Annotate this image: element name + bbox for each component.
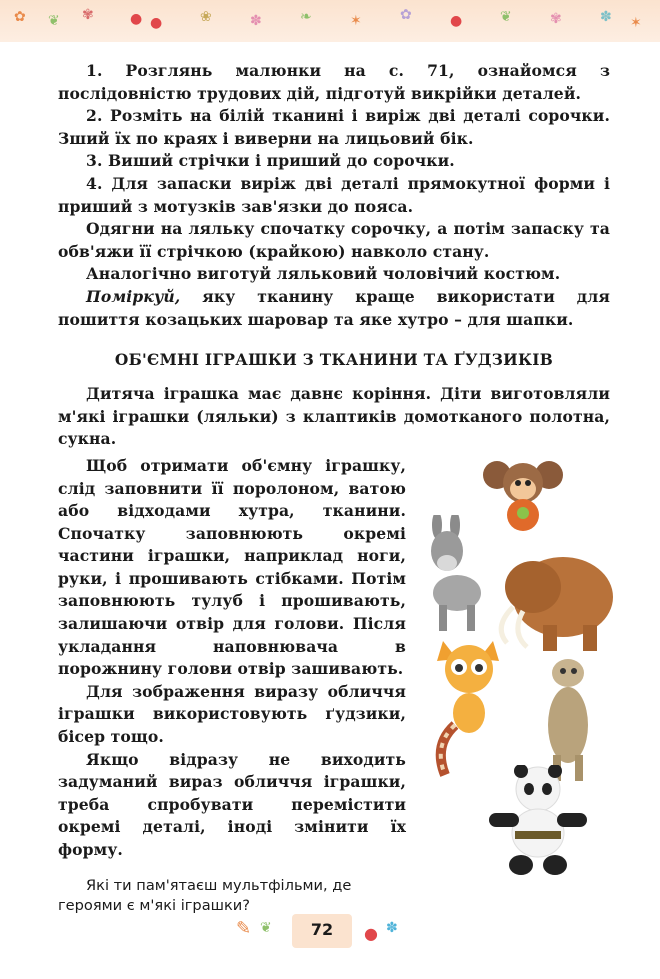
soft-toys-illustration xyxy=(423,455,623,895)
fox-toy-image xyxy=(433,635,513,785)
donkey-toy-image xyxy=(423,515,493,635)
flower-icon: ✽ xyxy=(250,13,262,29)
berry-icon: ● xyxy=(364,924,378,943)
text-and-illustration xyxy=(58,455,610,916)
decorative-header-band xyxy=(0,0,660,42)
adjust-face-text: Якщо відразу не виходить задуманий вираз обличчя іграшки, треба спробувати перемістити окремі деталі, іноді змінити їх форму. xyxy=(58,749,406,859)
page-number-box xyxy=(292,914,352,948)
flower-icon: ✿ xyxy=(14,9,26,25)
instruction-male-costume: Аналогічно виготуй ляльковий чоловічий костюм. xyxy=(86,264,561,284)
page-footer xyxy=(232,900,432,960)
section-title: ОБ'ЄМНІ ІГРАШКИ З ТКАНИНИ ТА ҐУДЗИКІВ xyxy=(114,351,554,370)
page-number: 72 xyxy=(310,920,334,939)
instruction-step-3: 3. Виший стрічки і приший до сорочки. xyxy=(86,151,455,171)
bow-icon: ❀ xyxy=(200,9,212,25)
leaf-icon: ❦ xyxy=(48,13,60,29)
flower-icon: ✽ xyxy=(386,920,398,936)
berry-icon: ● xyxy=(130,11,143,27)
cartoon-question: Які ти пам'ятаєш мультфільми, де героями є м'які іграшки? xyxy=(58,876,352,914)
pencil-icon: ✎ xyxy=(236,918,252,939)
panda-toy-image xyxy=(483,765,593,880)
flower-icon: ✾ xyxy=(550,11,562,27)
flower-icon: ✾ xyxy=(82,7,94,23)
cheburashka-toy-image xyxy=(483,455,563,533)
leaf-icon: ❦ xyxy=(500,9,512,25)
leaf-icon: ❧ xyxy=(300,9,312,25)
berry-icon: ● xyxy=(450,13,463,29)
flower-icon: ✽ xyxy=(600,9,612,25)
instruction-step-1: 1. Розглянь малюнки на с. 71, ознайомся з послідовністю трудових дій, підготуй викрійки деталей. xyxy=(58,61,610,103)
flower-icon: ✿ xyxy=(400,7,412,23)
leaf-icon: ❦ xyxy=(260,920,272,936)
text-column xyxy=(58,455,406,916)
star-icon: ✶ xyxy=(630,15,642,31)
think-prompt-emphasis: Поміркуй, xyxy=(86,286,181,306)
think-prompt-text: яку тканину краще використати для пошиття козацьких шаровар та яке хутро – для шапки. xyxy=(58,286,610,329)
filling-instructions: Щоб отримати об'ємну іграшку, слід заповнити її поролоном, ватою або відходами хутра, тканини. Спочатку заповнюють окремі частини іграшки, наприклад ноги, руки, і прошивають стібками. Потім заповнюють тулуб і прошивають, залишаючи отвір для голови. Після укладання наповнювача в порожнину голови отвір зашивають. xyxy=(58,455,406,679)
instruction-step-4: 4. Для запаски виріж дві деталі прямокутної форми і приший з мотузків зав'язки до пояса. xyxy=(58,173,610,216)
berry-icon: ● xyxy=(150,15,163,31)
section-intro: Дитяча іграшка має давнє коріння. Діти виготовляли м'які іграшки (ляльки) з клаптиків домотканого полотна, сукна. xyxy=(58,384,610,449)
star-icon: ✶ xyxy=(350,13,362,29)
think-prompt xyxy=(58,286,610,331)
face-expression-text: Для зображення виразу обличчя іграшки використовують ґудзики, бісер тощо. xyxy=(58,681,406,747)
instruction-dress-doll: Одягни на ляльку спочатку сорочку, а потім запаску та обв'яжи її стрічкою (крайкою) навколо стану. xyxy=(58,219,610,261)
page-content xyxy=(58,60,610,930)
instruction-step-2: 2. Розміть на білій тканині і виріж дві деталі сорочки. Зший їх по краях і виверни на лицьовий бік. xyxy=(58,106,610,148)
